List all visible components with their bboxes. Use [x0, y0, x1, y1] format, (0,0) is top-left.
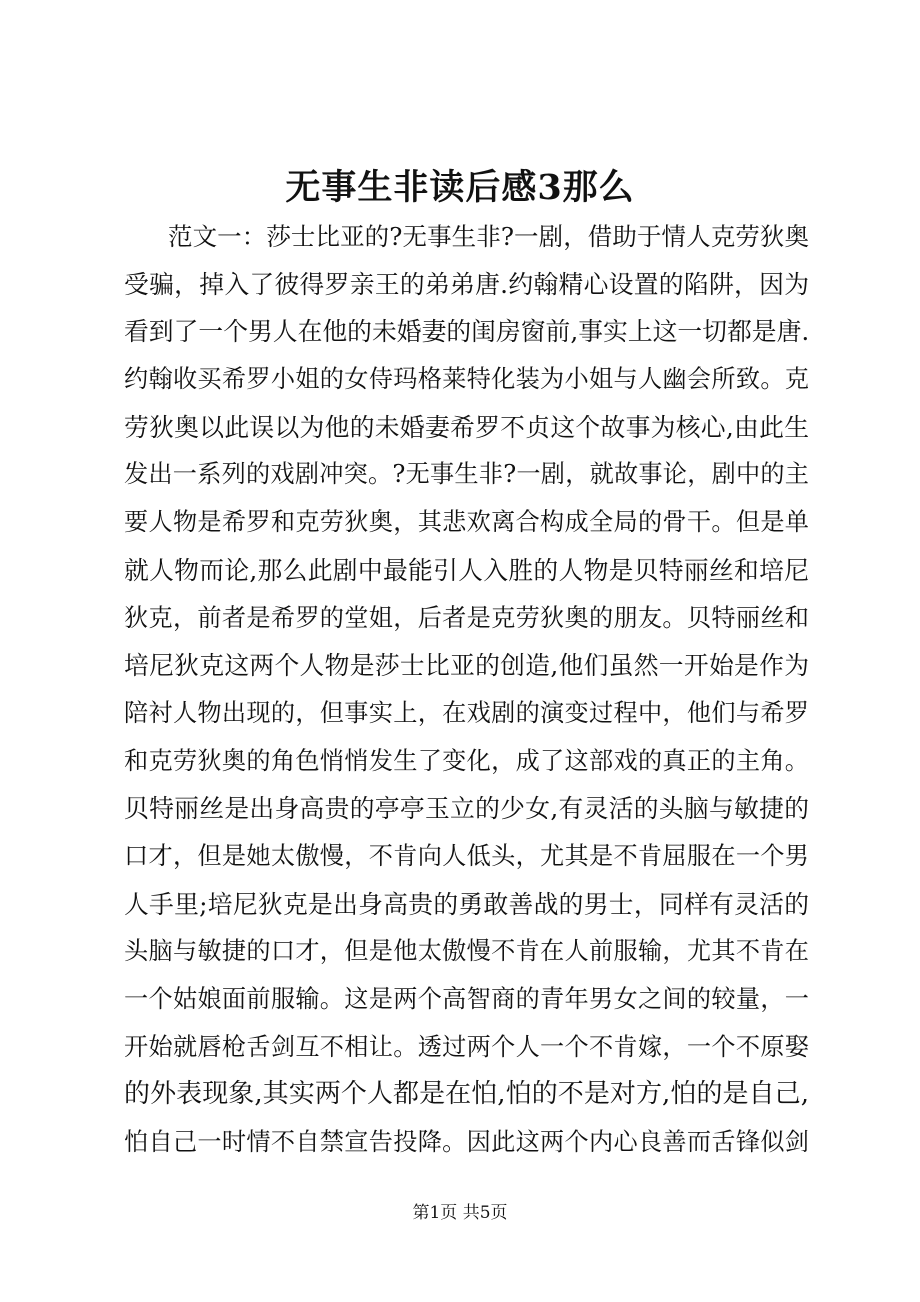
body-line: 头脑与敏捷的口才，但是他太傲慢不肯在人前服输，尤其不肯在: [124, 937, 809, 966]
body-line: 人手里;培尼狄克是出身高贵的勇敢善战的男士，同样有灵活的: [124, 889, 809, 919]
body-line: 发出一系列的戏剧冲突。?无事生非?一剧，就故事论，剧中的主: [124, 460, 809, 489]
body-line: 怕自己一时情不自禁宣告投降。因此这两个内心良善而舌锋似剑: [124, 1128, 809, 1157]
body-line: 约翰收买希罗小姐的女侍玛格莱特化装为小姐与人幽会所致。克: [124, 365, 809, 394]
body-line: 培尼狄克这两个人物是莎士比亚的创造,他们虽然一开始是作为: [124, 651, 809, 681]
page-footer: 第1页 共5页: [412, 1203, 508, 1223]
body-line: 口才，但是她太傲慢，不肯向人低头，尤其是不肯屈服在一个男: [124, 841, 809, 870]
body-line: 一个姑娘面前服输。这是两个高智商的青年男女之间的较量，一: [124, 985, 809, 1013]
body-line: 和克劳狄奥的角色悄悄发生了变化，成了这部戏的真正的主角。: [124, 746, 809, 775]
document-body: [124, 213, 809, 1167]
body-line: 受骗，掉入了彼得罗亲王的弟弟唐.约翰精心设置的陷阱，因为: [124, 269, 809, 299]
body-line: 贝特丽丝是出身高贵的亭亭玉立的少女,有灵活的头脑与敏捷的: [124, 794, 809, 824]
body-line: 的外表现象,其实两个人都是在怕,怕的不是对方,怕的是自己,: [124, 1079, 809, 1110]
body-line: 狄克，前者是希罗的堂姐，后者是克劳狄奥的朋友。贝特丽丝和: [124, 603, 809, 632]
body-line: 开始就唇枪舌剑互不相让。透过两个人一个不肯嫁，一个不原娶: [124, 1032, 809, 1061]
body-line: 劳狄奥以此误以为他的未婚妻希罗不贞这个故事为核心,由此生: [124, 412, 809, 442]
body-line: 就人物而论,那么此剧中最能引人入胜的人物是贝特丽丝和培尼: [124, 555, 809, 585]
body-line: 范文一：莎士比亚的?无事生非?一剧，借助于情人克劳狄奥: [168, 222, 809, 251]
body-line: 要人物是希罗和克劳狄奥，其悲欢离合构成全局的骨干。但是单: [124, 508, 809, 537]
document-title: 无事生非读后感3那么: [285, 167, 635, 208]
body-line: 陪衬人物出现的，但事实上，在戏剧的演变过程中，他们与希罗: [124, 698, 809, 727]
body-line: 看到了一个男人在他的未婚妻的闺房窗前,事实上这一切都是唐.: [124, 317, 810, 347]
